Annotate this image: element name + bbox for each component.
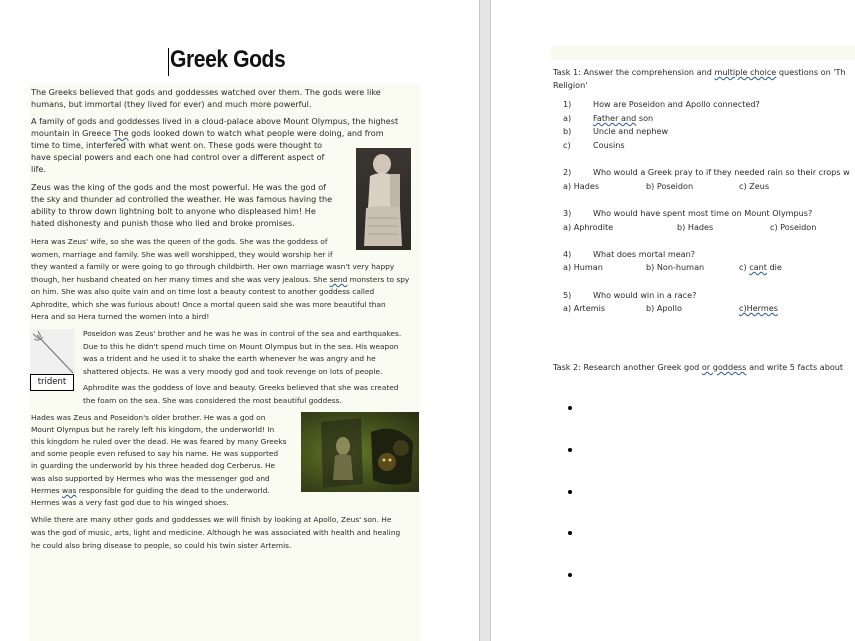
text-span: Task 2: Research another Greek god — [553, 362, 702, 372]
option-b: b) Non-human — [646, 262, 705, 272]
bullet-point-empty[interactable] — [568, 573, 572, 577]
paragraph-zeus-line: the sky and thunder ad controlled the weather. He was famous having the — [31, 194, 333, 204]
paragraph-poseidon-line: shattered objects. He was a very moody god and took revenge on lots of people. — [83, 367, 383, 376]
bullet-point-empty[interactable] — [568, 448, 572, 452]
text-highlight-band — [551, 46, 855, 60]
bullet-point-empty[interactable] — [568, 531, 572, 535]
text-span: gods looked down to watch what people were doing, and from — [128, 128, 384, 138]
trident-icon — [31, 329, 75, 375]
task1-heading — [553, 66, 846, 78]
paragraph-hera-line: women, marriage and family. She was well worshipped, they would worship her if — [31, 250, 333, 259]
paragraph-olympus-line: life. — [31, 164, 46, 174]
paragraph-apollo-line: he could also bring disease to people, so could his twin sister Artemis. — [31, 541, 292, 550]
option-label: b) — [563, 126, 572, 136]
paragraph-hades-line: this kingdom he ruled over the dead. He was feared by many Greeks — [31, 437, 287, 446]
question-number: 2) — [563, 167, 572, 177]
paragraph-hades-line — [31, 485, 270, 497]
hades-cerberus-image[interactable] — [301, 412, 419, 492]
task2-heading — [553, 361, 843, 373]
question-number: 1) — [563, 99, 572, 109]
question-number: 5) — [563, 290, 572, 300]
trident-caption-box: trident — [30, 374, 74, 391]
question-text: Who would have spent most time on Mount Olympus? — [593, 208, 813, 218]
zeus-statue-icon — [356, 148, 411, 250]
text-span: questions on 'Th — [776, 67, 846, 77]
text-span: die — [766, 262, 782, 272]
question-number: 4) — [563, 249, 572, 259]
question-text: What does mortal mean? — [593, 249, 696, 259]
option-c: c) Poseidon — [770, 222, 817, 232]
bullet-point-empty[interactable] — [568, 406, 572, 410]
spelling-flag[interactable]: multiple choice — [714, 67, 777, 77]
text-span: Hermes — [31, 486, 62, 495]
paragraph-poseidon-line: Poseidon was Zeus' brother and he was he was in control of the sea and earthquakes. — [83, 329, 402, 338]
option-b: b) Apollo — [646, 303, 682, 313]
paragraph-zeus-line: hated dishonesty and punish those who lied and broke promises. — [31, 218, 295, 228]
text-span: c) — [739, 262, 750, 272]
document-page-right — [492, 0, 855, 641]
paragraph-hades-line: and some people even refused to say his name. He was supported — [31, 449, 279, 458]
paragraph-aphrodite-line: the foam on the sea. She was considered the most beautiful goddess. — [83, 396, 342, 405]
paragraph-hera-line: Hera was Zeus' wife, so she was the queen of the gods. She was the goddess of — [31, 237, 328, 246]
spelling-flag[interactable]: The — [113, 128, 129, 138]
paragraph-poseidon-line: was a trident and he used it to shake the earth whenever he was angry and he — [83, 354, 376, 363]
text-span: responsible for guiding the dead to the underworld. — [76, 486, 270, 495]
option-text — [593, 112, 653, 124]
paragraph-apollo-line: was the god of music, arts, light and medicine. Although he was associated with health and healing — [31, 528, 401, 537]
question-text: Who would win in a race? — [593, 290, 697, 300]
option-a: a) Hades — [563, 181, 600, 191]
option-c: c) Zeus — [739, 181, 770, 191]
trident-image[interactable] — [31, 329, 75, 375]
text-span: and write 5 facts about — [746, 362, 844, 372]
option-label: c) — [563, 140, 571, 150]
paragraph-olympus-line: A family of gods and goddesses lived in a cloud-palace above Mount Olympus, the highest — [31, 116, 399, 126]
option-c — [739, 302, 778, 314]
grammar-flag[interactable]: or goddess — [701, 362, 747, 372]
spelling-flag[interactable]: cant — [749, 262, 767, 272]
task1-heading-cont: Religion' — [553, 80, 588, 90]
paragraph-hera-line: on him. She was also quite vain and on time lost a beauty contest to another goddess called — [31, 287, 375, 296]
paragraph-hades-line: was also supported by Hermes who was the messenger god and — [31, 474, 270, 483]
grammar-flag[interactable]: Father and — [593, 113, 637, 123]
question-text: Who would a Greek pray to if they needed rain so their crops w — [593, 167, 850, 177]
text-cursor — [168, 48, 169, 76]
paragraph-zeus-line: ability to throw down lightning bolt to anyone who displeased him! He — [31, 206, 316, 216]
paragraph-poseidon-line: Due to this he didn't spend much time on Mount Olympus but in the sea. His weapon — [83, 342, 399, 351]
paragraph-hera-line: Aphrodite, which she was furious about! Once a mortal queen said she was more beautiful than — [31, 300, 386, 309]
option-b: b) Poseidon — [646, 181, 694, 191]
paragraph-olympus-line: time to time, interfered with what went on. These gods were thought to — [31, 140, 323, 150]
paragraph-hera-line: Hera and so Hera turned the women into a bird! — [31, 312, 210, 321]
text-span: Task 1: Answer the comprehension and — [553, 67, 715, 77]
text-span: monsters to spy — [347, 275, 410, 284]
page-title: Greek Gods — [170, 46, 286, 73]
question-text: How are Poseidon and Apollo connected? — [593, 99, 760, 109]
option-c — [739, 261, 782, 273]
paragraph-intro-line: The Greeks believed that gods and goddesses watched over them. The gods were like — [31, 87, 381, 97]
option-text: Cousins — [593, 140, 625, 150]
zeus-statue-image[interactable] — [356, 148, 411, 250]
grammar-flag[interactable]: send — [329, 275, 348, 284]
question-number: 3) — [563, 208, 572, 218]
text-span: mountain in Greece — [31, 128, 114, 138]
option-text: Uncle and nephew — [593, 126, 669, 136]
paragraph-hades-line: in guarding the underworld by his three headed dog Cerberus. He — [31, 461, 276, 470]
option-a: a) Human — [563, 262, 603, 272]
option-a: a) Artemis — [563, 303, 606, 313]
paragraph-olympus-line: have special powers and each one had control over a different aspect of — [31, 152, 325, 162]
paragraph-intro-line: humans, but immortal (they lived for ever) and much more powerful. — [31, 99, 312, 109]
option-b: b) Hades — [677, 222, 714, 232]
page-separator — [479, 0, 491, 641]
paragraph-zeus-line: Zeus was the king of the gods and the most powerful. He was the god of — [31, 182, 326, 192]
paragraph-hera-line — [31, 274, 409, 286]
paragraph-hades-line: Hermes was a very fast god due to his winged shoes. — [31, 498, 229, 507]
text-span: son — [636, 113, 654, 123]
paragraph-hera-line: they wanted a family or were going to go through childbirth. Her own marriage wasn't very happy — [31, 262, 395, 271]
paragraph-aphrodite-line: Aphrodite was the goddess of love and beauty. Greeks believed that she was created — [83, 383, 399, 392]
option-label: a) — [563, 113, 572, 123]
spelling-flag[interactable]: c)Hermes — [739, 303, 778, 313]
bullet-point-empty[interactable] — [568, 490, 572, 494]
paragraph-olympus-line — [31, 127, 384, 139]
text-span: though, her husband cheated on her many times and she was very jealous. She — [31, 275, 330, 284]
paragraph-hades-line: Mount Olympus but he rarely left his kingdom, the underworld! In — [31, 425, 275, 434]
grammar-flag[interactable]: was — [61, 486, 77, 495]
paragraph-hades-line: Hades was Zeus and Poseidon's older brother. He was a god on — [31, 413, 266, 422]
option-a: a) Aphrodite — [563, 222, 614, 232]
hades-throne-icon — [301, 412, 419, 492]
paragraph-apollo-line: While there are many other gods and goddesses we will finish by looking at Apollo, Zeus' son. He — [31, 515, 392, 524]
